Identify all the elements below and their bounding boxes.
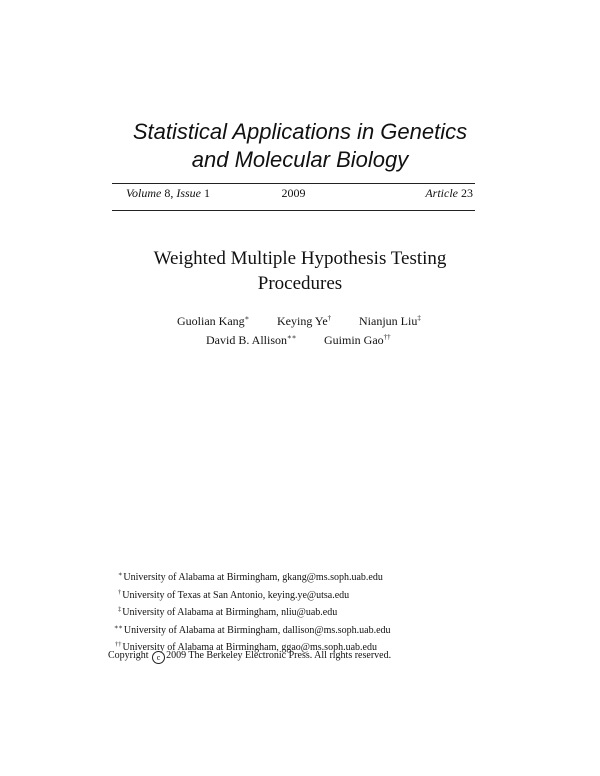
author-mark: ∗ xyxy=(244,314,250,322)
copyright-prefix: Copyright xyxy=(108,650,149,661)
header-rule-top xyxy=(112,183,475,184)
author-name: Guolian Kang xyxy=(177,314,245,328)
article-number xyxy=(425,186,473,201)
issue-number: 1 xyxy=(204,186,210,200)
affiliation-footnotes xyxy=(114,568,391,656)
volume-issue: Volume 8, Issue 1 xyxy=(126,186,210,200)
year: 2009 xyxy=(281,186,306,200)
footnote-mark: ∗∗ xyxy=(114,623,123,631)
footnote-mark: †† xyxy=(115,641,122,649)
volume-number: 8 xyxy=(164,186,171,200)
copyright-notice xyxy=(108,650,391,664)
author-name: Guimin Gao xyxy=(324,333,384,347)
author-mark: †† xyxy=(383,333,391,341)
author-mark: ‡ xyxy=(417,314,421,322)
author-mark: ∗∗ xyxy=(287,333,297,341)
footnote xyxy=(118,568,391,586)
footnote-mark: † xyxy=(118,588,122,596)
footnote xyxy=(118,586,391,604)
volume-label: Volume xyxy=(126,186,162,200)
issue-label: Issue xyxy=(176,186,201,200)
author-name: Nianjun Liu xyxy=(359,314,418,328)
header-rule-bottom xyxy=(112,210,475,211)
author-ye xyxy=(277,314,331,329)
footnote-text: University of Alabama at Birmingham, nliu@uab.edu xyxy=(122,607,338,619)
journal-title xyxy=(0,118,600,174)
article-value: 23 xyxy=(461,186,473,200)
footnote-mark: ∗ xyxy=(118,571,123,578)
author-mark: † xyxy=(327,314,332,322)
copyright-symbol-icon: c xyxy=(152,651,165,664)
author-liu xyxy=(359,314,421,329)
footnote-text: University of Alabama at Birmingham, ggao@ms.soph.uab.edu xyxy=(122,642,377,654)
article-label: Article xyxy=(425,186,458,200)
paper-title xyxy=(0,246,600,296)
journal-title-line-2: and Molecular Biology xyxy=(191,147,409,172)
paper-title-line-2: Procedures xyxy=(257,273,343,294)
journal-title-line-1: Statistical Applications in Genetics xyxy=(132,119,468,144)
footnote xyxy=(118,603,391,621)
footnote-text: University of Alabama at Birmingham, dallison@ms.soph.uab.edu xyxy=(123,624,391,636)
author-allison xyxy=(206,333,297,348)
author-gao xyxy=(324,333,391,348)
author-name: David B. Allison xyxy=(206,333,288,347)
author-kang xyxy=(177,314,249,329)
footnote-text: University of Texas at San Antonio, keying.ye@utsa.edu xyxy=(122,589,350,601)
footnote xyxy=(114,621,391,639)
paper-title-line-1: Weighted Multiple Hypothesis Testing xyxy=(153,248,447,269)
footnote-mark: ‡ xyxy=(118,606,122,614)
author-name: Keying Ye xyxy=(277,314,328,328)
footnote-text: University of Alabama at Birmingham, gkang@ms.soph.uab.edu xyxy=(123,572,383,583)
copyright-text: 2009 The Berkeley Electronic Press. All rights reserved. xyxy=(166,650,392,661)
issue-info xyxy=(112,186,475,204)
